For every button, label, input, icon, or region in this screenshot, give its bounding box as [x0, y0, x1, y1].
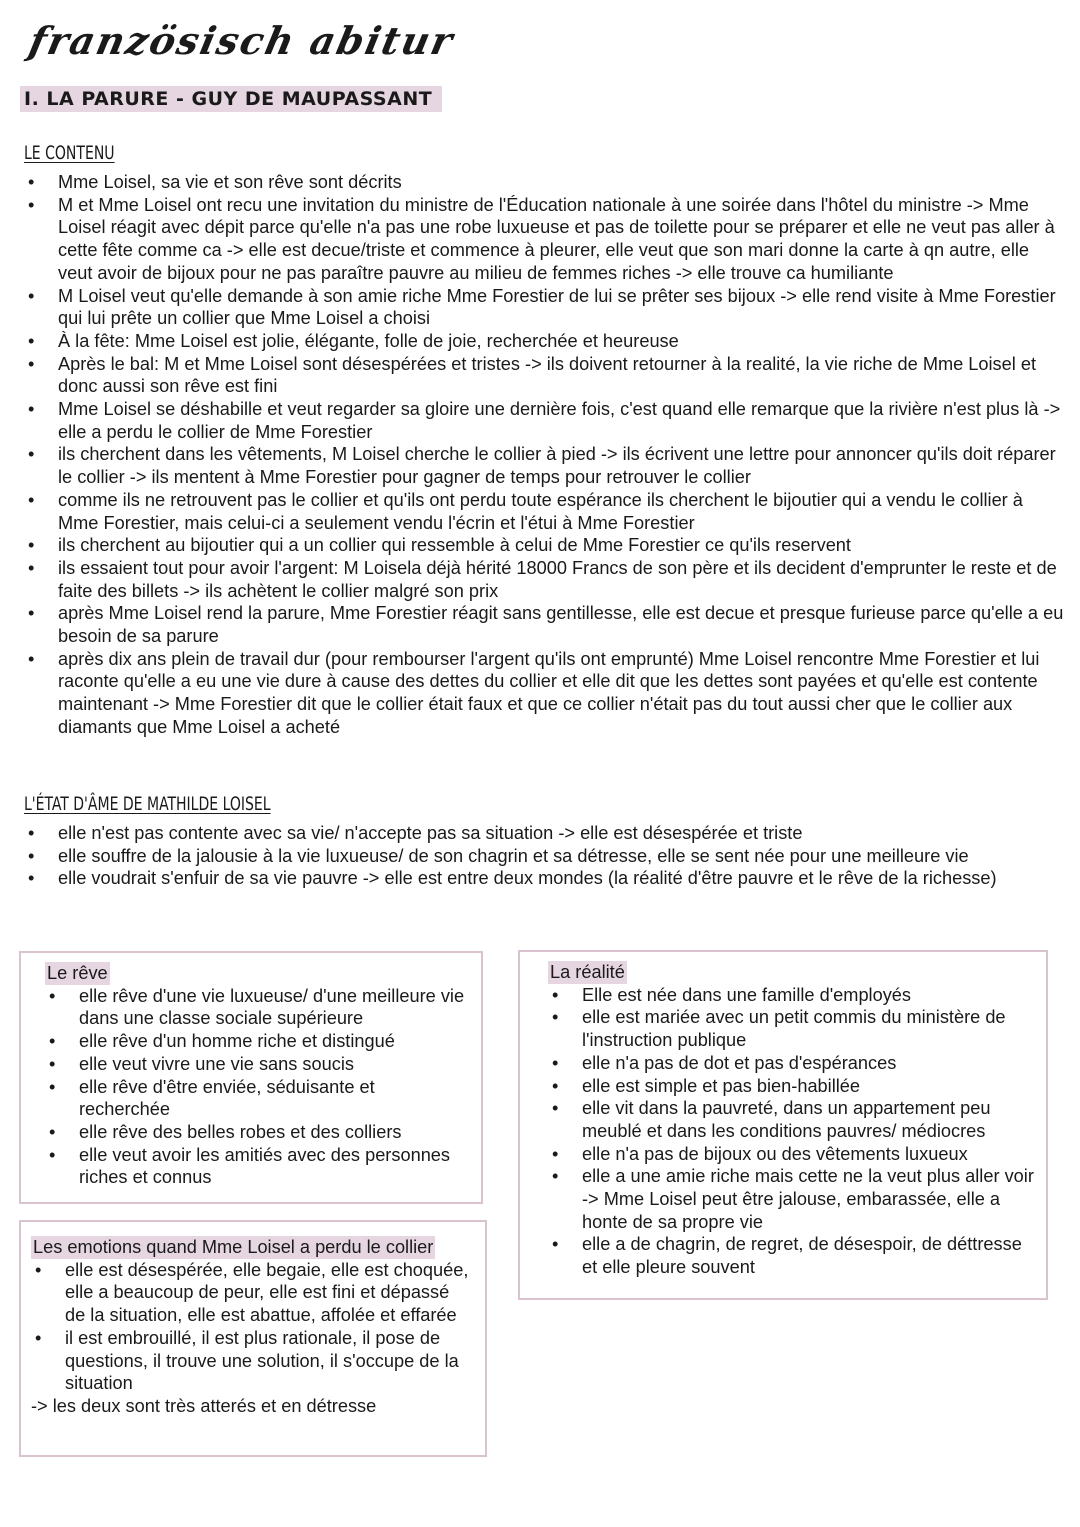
reve-box: [19, 951, 483, 1204]
list-item: • Mme Loisel se déshabille et veut regarder sa gloire une dernière fois, c'est quand elle remarque que la rivière n'est plus là -> elle a perdu le collier de Mme Forestier: [24, 398, 1064, 443]
list-item: • M et Mme Loisel ont recu une invitation du ministre de l'Éducation nationale à une soirée dans l'hôtel du ministre -> Mme Loisel réagit avec dépit parce qu'elle n'a pas une robe luxueuse et pas de toilette pour se préparer et elle ne veut pas aller à cette fête comme ca -> elle est decue/triste et commence à pleurer, elle veut que son mari donne la carte à qn autre, elle veut avoir de bijoux pour ne pas paraître pauvre au milieu de femmes riches -> elle trouve ca humiliante: [24, 194, 1064, 285]
reve-title: Le rêve: [47, 963, 108, 983]
list-item: • À la fête: Mme Loisel est jolie, élégante, folle de joie, recherchée et heureuse: [24, 330, 1064, 353]
emotions-list: [31, 1259, 471, 1395]
list-item: • il est embrouillé, il est plus rationale, il pose de questions, il trouve une solution, il s'occupe de la situation: [31, 1327, 471, 1395]
etat-list: [24, 822, 1054, 890]
realite-list: [548, 984, 1040, 1279]
list-item: • Elle est née dans une famille d'employés: [548, 984, 1040, 1007]
list-item: • elle n'est pas contente avec sa vie/ n'accepte pas sa situation -> elle est désespérée et triste: [24, 822, 1054, 845]
list-item: • Après le bal: M et Mme Loisel sont désespérées et tristes -> ils doivent retourner à la realité, la vie riche de Mme Loisel et donc aussi son rêve est fini: [24, 353, 1064, 398]
list-item: • elle n'a pas de dot et pas d'espérances: [548, 1052, 1040, 1075]
list-item: • elle a de chagrin, de regret, de désespoir, de déttresse et elle pleure souvent: [548, 1233, 1040, 1278]
list-item: • elle vit dans la pauvreté, dans un appartement peu meublé et dans les conditions pauvres/ médiocres: [548, 1097, 1040, 1142]
list-item: • elle a une amie riche mais cette ne la veut plus aller voir -> Mme Loisel peut être jalouse, embarassée, elle a honte de sa propre vie: [548, 1165, 1040, 1233]
list-item: • comme ils ne retrouvent pas le collier et qu'ils ont perdu toute espérance ils cherchent le bijoutier qui a vendu le collier à Mme Forestier, mais celui-ci a seulement vendu l'écrin et l'étui à Mme Forestier: [24, 489, 1064, 534]
list-item: • elle veut vivre une vie sans soucis: [45, 1053, 465, 1076]
list-item: • elle rêve d'être enviée, séduisante et recherchée: [45, 1076, 465, 1121]
list-item: • ils essaient tout pour avoir l'argent: M Loisela déjà hérité 18000 Francs de son père et ils decident d'emprunter le reste et de faite des billets -> ils achètent le collier malgré son prix: [24, 557, 1064, 602]
list-item: • ils cherchent dans les vêtements, M Loisel cherche le collier à pied -> ils écrivent une lettre pour annoncer qu'ils doit réparer le collier -> ils mentent à Mme Forestier pour gagner de temps pour retrouver le collier: [24, 443, 1064, 488]
list-item: • elle est simple et pas bien-habillée: [548, 1075, 1040, 1098]
contenu-heading: LE CONTENU: [24, 142, 115, 164]
list-item: • après Mme Loisel rend la parure, Mme Forestier réagit sans gentillesse, elle est decue et presque furieuse parce qu'elle a eu besoin de sa parure: [24, 602, 1064, 647]
realite-box: [518, 950, 1048, 1300]
list-item: • après dix ans plein de travail dur (pour rembourser l'argent qu'ils ont emprunté) Mme Loisel rencontre Mme Forestier et lui raconte qu'elle a eu une vie dure à cause des dettes du collier et elle dit que les dettes sont payées et qu'elle est contente maintenant -> Mme Forestier dit que le collier était faux et que ce collier n'était pas du tout aussi cher que le collier aux diamants que Mme Loisel a acheté: [24, 648, 1064, 739]
list-item: • elle voudrait s'enfuir de sa vie pauvre -> elle est entre deux mondes (la réalité d'être pauvre et le rêve de la richesse): [24, 867, 1054, 890]
list-item: • elle est désespérée, elle begaie, elle est choquée, elle a beaucoup de peur, elle est fini et dépassé de la situation, elle est abattue, affolée et effarée: [31, 1259, 471, 1327]
emotions-title: Les emotions quand Mme Loisel a perdu le collier: [33, 1237, 434, 1257]
list-item: • elle rêve d'une vie luxueuse/ d'une meilleure vie dans une classe sociale supérieure: [45, 985, 465, 1030]
list-item: • elle souffre de la jalousie à la vie luxueuse/ de son chagrin et sa détresse, elle se sent née pour une meilleure vie: [24, 845, 1054, 868]
contenu-list: [24, 171, 1064, 739]
list-item: • elle rêve d'un homme riche et distingué: [45, 1030, 465, 1053]
emotions-conclusion: -> les deux sont très atterés et en détresse: [31, 1395, 377, 1416]
list-item: • elle est mariée avec un petit commis du ministère de l'instruction publique: [548, 1006, 1040, 1051]
list-item: • elle rêve des belles robes et des colliers: [45, 1121, 465, 1144]
etat-heading: L'ÉTAT D'ÂME DE MATHILDE LOISEL: [24, 793, 271, 815]
list-item: • M Loisel veut qu'elle demande à son amie riche Mme Forestier de lui se prêter ses bijoux -> elle rend visite à Mme Forestier qui lui prête un collier que Mme Loisel a choisi: [24, 285, 1064, 330]
emotions-box: [19, 1220, 487, 1457]
list-item: • elle veut avoir les amitiés avec des personnes riches et connus: [45, 1144, 465, 1189]
page-title: französisch abitur: [25, 18, 459, 63]
realite-title: La réalité: [550, 962, 625, 982]
list-item: • Mme Loisel, sa vie et son rêve sont décrits: [24, 171, 1064, 194]
reve-list: [45, 985, 465, 1189]
section-heading: I. LA PARURE - GUY DE MAUPASSANT: [20, 86, 442, 112]
list-item: • ils cherchent au bijoutier qui a un collier qui ressemble à celui de Mme Forestier ce qu'ils reservent: [24, 534, 1064, 557]
list-item: • elle n'a pas de bijoux ou des vêtements luxueux: [548, 1143, 1040, 1166]
